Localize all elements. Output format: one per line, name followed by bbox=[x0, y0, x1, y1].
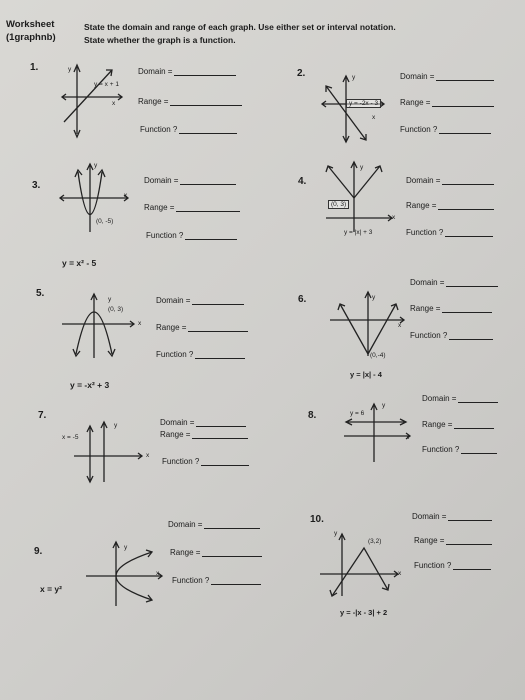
y-axis-label: y bbox=[108, 296, 112, 303]
domain-label: Domain = bbox=[168, 520, 260, 529]
x-axis-label: x bbox=[138, 320, 142, 327]
graph-equation: y = -|x - 3| + 2 bbox=[340, 608, 388, 617]
graph-equation-label: x = -5 bbox=[62, 434, 79, 441]
domain-label: Domain = bbox=[400, 72, 494, 81]
instruction-line-1: State the domain and range of each graph. Use either set or interval notation. bbox=[84, 22, 396, 32]
problem-number: 6. bbox=[298, 294, 307, 305]
domain-label: Domain = bbox=[144, 176, 236, 185]
graph-equation-label: y = 6 bbox=[350, 410, 365, 417]
worksheet-title: Worksheet bbox=[6, 19, 55, 30]
problem-number: 4. bbox=[298, 176, 307, 187]
domain-label: Domain = bbox=[138, 67, 236, 76]
problem-number: 2. bbox=[297, 68, 306, 79]
range-label: Range = bbox=[144, 203, 240, 212]
y-axis-label: y bbox=[382, 402, 386, 409]
x-axis-label: x bbox=[406, 434, 410, 441]
problem-number: 7. bbox=[38, 410, 47, 421]
y-axis-label: y bbox=[114, 422, 118, 429]
vertex-label: (3,2) bbox=[368, 538, 382, 545]
x-axis-label: x bbox=[156, 570, 160, 577]
instruction-line-2: State whether the graph is a function. bbox=[84, 35, 236, 45]
range-label: Range = bbox=[422, 420, 494, 429]
graph-parabola bbox=[60, 162, 140, 242]
function-label: Function ? bbox=[414, 561, 491, 570]
range-label: Range = bbox=[406, 201, 494, 210]
range-label: Range = bbox=[138, 97, 242, 106]
function-label: Function ? bbox=[406, 228, 493, 237]
range-label: Range = bbox=[160, 430, 248, 439]
y-axis-label: y bbox=[334, 530, 338, 537]
range-label: Range = bbox=[410, 304, 492, 313]
function-label: Function ? bbox=[156, 350, 245, 359]
range-label: Range = bbox=[156, 323, 248, 332]
problem-number: 3. bbox=[32, 180, 41, 191]
x-axis-label: x bbox=[398, 570, 402, 577]
function-label: Function ? bbox=[410, 331, 493, 340]
graph-absolute-value bbox=[318, 530, 408, 610]
graph-equation: y = -x² + 3 bbox=[70, 380, 110, 390]
function-label: Function ? bbox=[140, 125, 237, 134]
function-label: Function ? bbox=[422, 445, 497, 454]
y-axis-label: y bbox=[360, 164, 364, 171]
graph-equation-label: y = x + 1 bbox=[94, 81, 119, 88]
graph-equation: y = |x| - 4 bbox=[350, 370, 382, 379]
vertex-label: (0, 3) bbox=[328, 200, 349, 209]
y-axis-label: y bbox=[68, 66, 72, 73]
graph-equation-label: y = |x| + 3 bbox=[344, 229, 373, 236]
domain-label: Domain = bbox=[412, 512, 492, 521]
range-label: Range = bbox=[414, 536, 492, 545]
function-label: Function ? bbox=[162, 457, 249, 466]
problem-number: 8. bbox=[308, 410, 317, 421]
function-label: Function ? bbox=[146, 231, 237, 240]
x-axis-label: x bbox=[112, 100, 116, 107]
graph-parabola bbox=[62, 292, 142, 372]
domain-label: Domain = bbox=[406, 176, 494, 185]
problem-number: 10. bbox=[310, 514, 324, 525]
graph-equation-label: y = -2x - 3 bbox=[346, 99, 381, 108]
function-label: Function ? bbox=[172, 576, 261, 585]
function-label: Function ? bbox=[400, 125, 491, 134]
y-axis-label: y bbox=[94, 162, 98, 169]
worksheet-subtitle: (1graphnb) bbox=[6, 32, 56, 43]
problem-number: 5. bbox=[36, 288, 45, 299]
graph-equation: x = y² bbox=[40, 584, 62, 594]
graph-line bbox=[322, 74, 402, 154]
domain-label: Domain = bbox=[422, 394, 498, 403]
vertex-label: (0, 3) bbox=[108, 306, 124, 313]
x-axis-label: x bbox=[398, 322, 402, 329]
graph-line bbox=[62, 62, 142, 142]
vertex-label: (0, -5) bbox=[96, 218, 114, 225]
problem-number: 1. bbox=[30, 62, 39, 73]
domain-label: Domain = bbox=[160, 418, 246, 427]
x-axis-label: x bbox=[146, 452, 150, 459]
problem-number: 9. bbox=[34, 546, 43, 557]
x-axis-label: x bbox=[124, 192, 128, 199]
x-axis-label: x bbox=[392, 214, 396, 221]
vertex-label: (0,-4) bbox=[370, 352, 386, 359]
domain-label: Domain = bbox=[410, 278, 498, 287]
y-axis-label: y bbox=[372, 294, 376, 301]
range-label: Range = bbox=[400, 98, 494, 107]
y-axis-label: y bbox=[352, 74, 356, 81]
domain-label: Domain = bbox=[156, 296, 244, 305]
graph-equation: y = x² - 5 bbox=[62, 258, 97, 268]
y-axis-label: y bbox=[124, 544, 128, 551]
range-label: Range = bbox=[170, 548, 262, 557]
x-axis-label: x bbox=[372, 114, 376, 121]
